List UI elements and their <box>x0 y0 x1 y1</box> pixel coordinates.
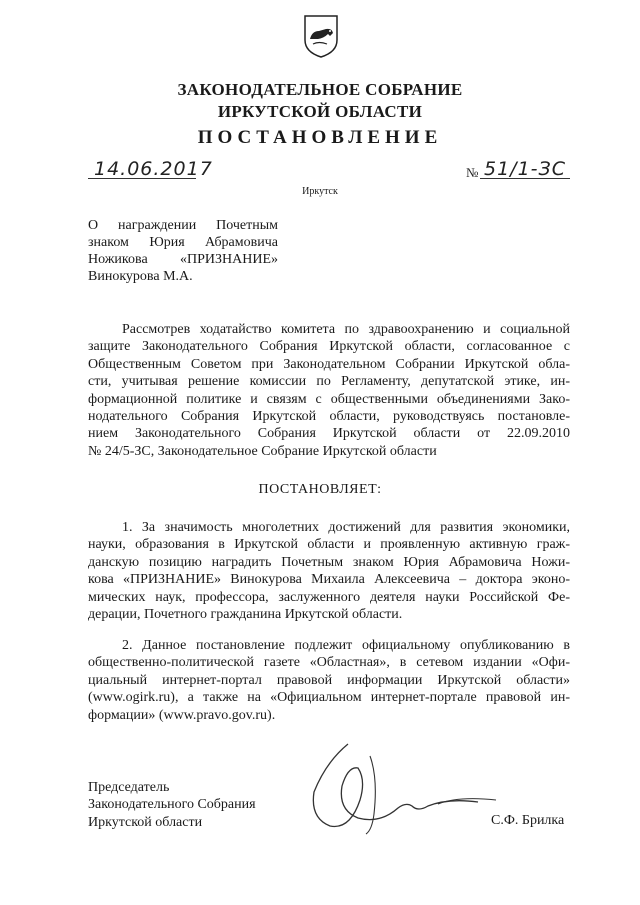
signatory-title <box>88 779 256 831</box>
text-line: 2. Данное постановление подлежит официальному опубликованию в <box>122 638 570 653</box>
subject-block <box>88 217 278 285</box>
text-line: Рассмотрев ходатайство комитета по здравоохранению и социальной <box>122 322 570 337</box>
preamble-paragraph <box>88 321 570 460</box>
signatory-name: С.Ф. Брилка <box>491 813 565 828</box>
org-name-line2: ИРКУТСКОЙ ОБЛАСТИ <box>217 102 423 121</box>
text-line: дерации, Почетного гражданина Иркутской области. <box>88 607 403 623</box>
text-line: 1. За значимость многолетних достижений для развития экономики, <box>122 520 570 535</box>
org-name-line1: ЗАКОНОДАТЕЛЬНОЕ СОБРАНИЕ <box>177 80 463 99</box>
signatory-title-line: Законодательного Собрания <box>88 797 256 813</box>
text-line: науки, образования в Иркутской области и проявленную активную граж- <box>88 537 570 553</box>
text-line: защите Законодательного Собрания Иркутской области, согласованное с <box>88 339 570 355</box>
text-line: сти, учитывая решение комиссии по Регламенту, депутатской этике, ин- <box>88 374 570 390</box>
text-line: данскую позицию наградить Почетным знаком Юрия Абрамовича Ножи- <box>88 554 570 570</box>
text-line: Общественным Советом при Законодательном Собрании Иркутской обла- <box>88 356 570 372</box>
text-line: общественно-политической газете «Областная», в сетевом издании «Офи- <box>88 655 570 671</box>
item-1-paragraph <box>88 519 570 623</box>
subject-line: Винокурова М.А. <box>88 269 193 284</box>
city: Иркутск <box>302 186 338 197</box>
text-line: кова «ПРИЗНАНИЕ» Винокурова Михаила Алексеевича – доктора эконо- <box>88 572 570 588</box>
text-line: № 24/5-ЗС, Законодательное Собрание Иркутской области <box>88 443 437 459</box>
text-line: нием Законодательного Собрания Иркутской области от 22.09.2010 <box>88 426 570 442</box>
signatory-title-line: Иркутской области <box>88 814 203 830</box>
subject-line: Ножикова «ПРИЗНАНИЕ» <box>88 252 278 267</box>
text-line: формационной политике и связям с общественными объединениями Зако- <box>88 391 570 407</box>
number-prefix: № <box>466 165 479 180</box>
coat-of-arms-icon <box>303 14 339 58</box>
number-underline <box>480 178 570 179</box>
document-type: ПОСТАНОВЛЕНИЕ <box>197 127 443 148</box>
handwritten-signature <box>308 738 498 838</box>
document-date: 14.06.2017 <box>94 158 213 180</box>
text-line: (www.ogirk.ru), а также на «Официальном интернет-портале правовой ин- <box>88 690 570 706</box>
text-line: формации» (www.pravo.gov.ru). <box>88 707 276 723</box>
subject-line: знаком Юрия Абрамовича <box>88 235 278 250</box>
text-line: мических наук, профессора, заслуженного деятеля науки Российской Фе- <box>88 589 570 605</box>
text-line: нодательного Собрания Иркутской области, руководствуясь постановле- <box>88 409 570 425</box>
subject-line: О награждении Почетным <box>88 218 278 233</box>
date-underline <box>88 178 196 179</box>
item-2-paragraph <box>88 637 570 724</box>
text-line: циальный интернет-портал правовой информации Иркутской области» <box>88 672 570 688</box>
signatory-title-line: Председатель <box>88 780 170 795</box>
resolve-heading: ПОСТАНОВЛЯЕТ: <box>258 482 382 497</box>
document-number: 51/1-ЗС <box>484 158 566 180</box>
